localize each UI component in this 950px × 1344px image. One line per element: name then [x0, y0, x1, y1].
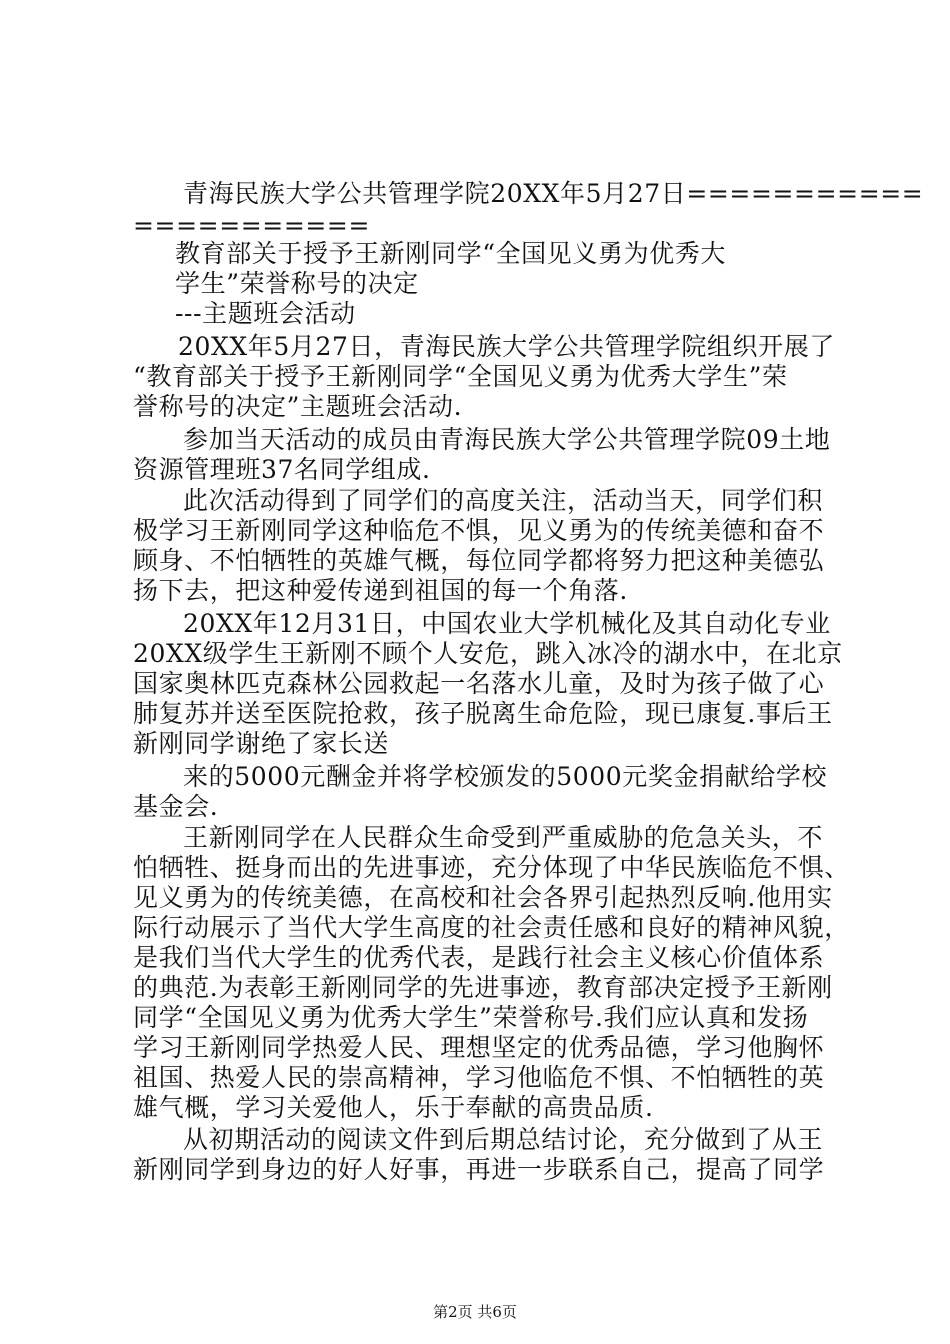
- paragraph-6-line-5: 是我们当代大学生的优秀代表，是践行社会主义核心价值体系: [133, 943, 825, 972]
- paragraph-3-line-1: 此次活动得到了同学们的高度关注，活动当天，同学们积: [183, 486, 824, 515]
- paragraph-3-line-2: 极学习王新刚同学这种临危不惧，见义勇为的传统美德和奋不: [133, 516, 825, 545]
- paragraph-4-line-1: 20XX年12月31日，中国农业大学机械化及其自动化专业: [183, 609, 831, 638]
- paragraph-1-line-1: 20XX年5月27日，青海民族大学公共管理学院组织开展了: [178, 332, 835, 361]
- paragraph-3-line-3: 顾身、不怕牺牲的英雄气概，每位同学都将努力把这种美德弘: [133, 546, 825, 575]
- paragraph-6-line-3: 见义勇为的传统美德，在高校和社会各界引起热烈反响.他用实: [133, 883, 833, 912]
- paragraph-6-line-6: 的典范.为表彰王新刚同学的先进事迹，教育部决定授予王新刚: [133, 973, 833, 1002]
- paragraph-4-line-5: 新刚同学谢绝了家长送: [133, 729, 390, 758]
- paragraph-6-line-4: 际行动展示了当代大学生高度的社会责任感和良好的精神风貌，: [133, 913, 850, 942]
- paragraph-4-line-4: 肺复苏并送至医院抢救，孩子脱离生命危险，现已康复.事后王: [133, 699, 833, 728]
- paragraph-4-line-2: 20XX级学生王新刚不顾个人安危，跳入冰冷的湖水中，在北京: [133, 639, 843, 668]
- paragraph-3-line-4: 扬下去，把这种爱传递到祖国的每一个角落.: [133, 576, 628, 605]
- paragraph-5-line-2: 基金会.: [133, 792, 219, 821]
- header-line-1: 青海民族大学公共管理学院20XX年5月27日===========: [183, 179, 924, 208]
- paragraph-6-line-7: 同学“全国见义勇为优秀大学生”荣誉称号.我们应认真和发扬: [133, 1003, 809, 1032]
- paragraph-6-line-2: 怕牺牲、挺身而出的先进事迹，充分体现了中华民族临危不惧、: [133, 853, 850, 882]
- title-line-1: 教育部关于授予王新刚同学“全国见义勇为优秀大: [175, 239, 726, 268]
- paragraph-2-line-1: 参加当天活动的成员由青海民族大学公共管理学院09土地: [183, 425, 831, 454]
- paragraph-5-line-1: 来的5000元酬金并将学校颁发的5000元奖金捐献给学校: [183, 762, 828, 791]
- paragraph-7-line-1: 从初期活动的阅读文件到后期总结讨论，充分做到了从王: [183, 1125, 824, 1154]
- paragraph-1-line-2: “教育部关于授予王新刚同学“全国见义勇为优秀大学生”荣: [133, 362, 788, 391]
- paragraph-7-line-2: 新刚同学到身边的好人好事，再进一步联系自己，提高了同学: [133, 1155, 825, 1184]
- paragraph-6-line-8: 学习王新刚同学热爱人民、理想坚定的优秀品德，学习他胸怀: [133, 1033, 825, 1062]
- paragraph-6-line-9: 祖国、热爱人民的崇高精神，学习他临危不惧、不怕牺牲的英: [133, 1063, 825, 1092]
- paragraph-6-line-10: 雄气概，学习关爱他人，乐于奉献的高贵品质.: [133, 1093, 654, 1122]
- paragraph-6-line-1: 王新刚同学在人民群众生命受到严重威胁的危急关头，不: [183, 823, 824, 852]
- page-number-footer: 第2页 共6页: [433, 1303, 517, 1321]
- paragraph-4-line-3: 国家奥林匹克森林公园救起一名落水儿童，及时为孩子做了心: [133, 669, 825, 698]
- header-line-2: ===========: [133, 211, 371, 240]
- subtitle: ---主题班会活动: [175, 299, 356, 328]
- paragraph-1-line-3: 誉称号的决定”主题班会活动.: [133, 392, 463, 421]
- paragraph-2-line-2: 资源管理班37名同学组成.: [133, 455, 431, 484]
- title-line-2: 学生”荣誉称号的决定: [175, 269, 419, 298]
